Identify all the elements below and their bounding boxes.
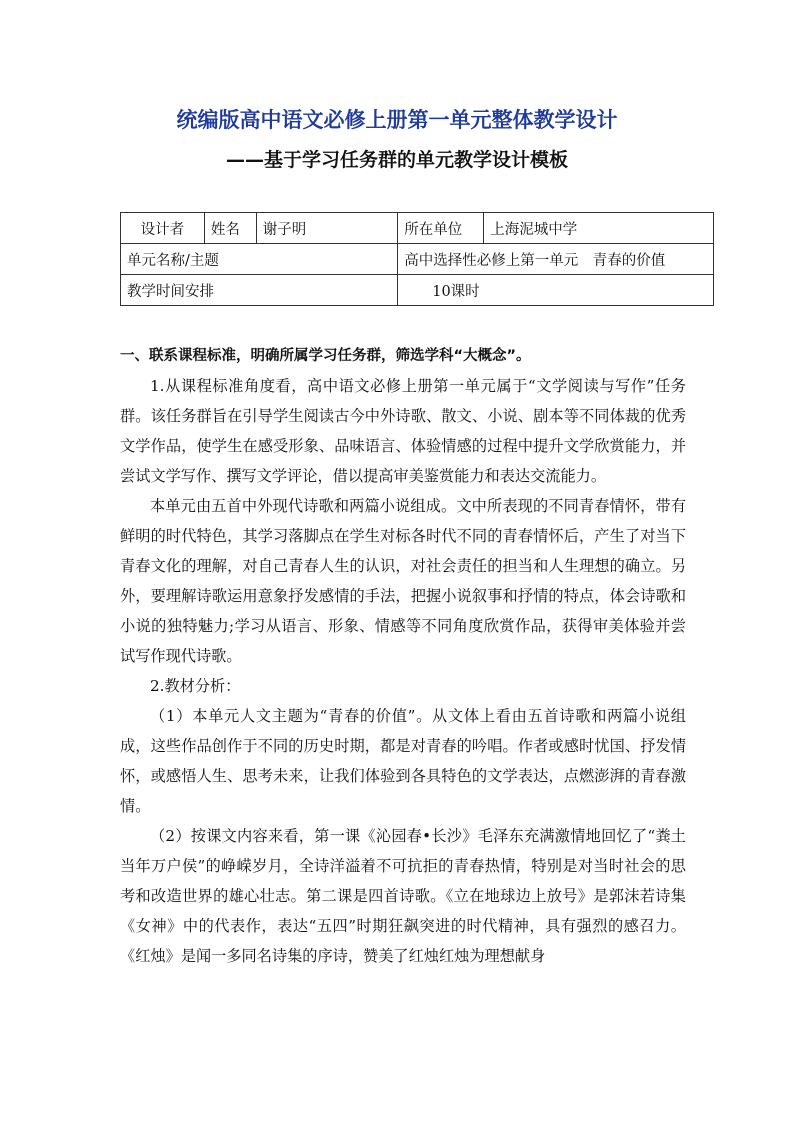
name-value: 谢子明 <box>256 213 397 244</box>
name-label: 姓名 <box>204 213 256 244</box>
unit-org-label: 所在单位 <box>398 213 484 244</box>
schedule-value: 10课时 <box>398 275 714 306</box>
paragraph: 1.从课程标准角度看，高中语文必修上册第一单元属于“文学阅读与写作”任务群。该任务群旨在引导学生阅读古今中外诗歌、散文、小说、剧本等不同体裁的优秀文学作品，使学生在感受形象、品味语言、体验情感的过程中提升文学欣赏能力，并尝试文学写作、撰写文学评论，借以提高审美鉴赏能力和表达交流能力。 <box>120 377 686 485</box>
unit-topic-value: 高中选择性必修上第一单元 青春的价值 <box>398 244 714 275</box>
unit-topic-label: 单元名称/主题 <box>121 244 398 275</box>
unit-org-value: 上海泥城中学 <box>484 213 714 244</box>
paragraph: 本单元由五首中外现代诗歌和两篇小说组成。文中所表现的不同青春情怀，带有鲜明的时代特色，其学习落脚点在学生对标各时代不同的青春情怀后，产生了对当下青春文化的理解，对自己青春人生的认识，对社会责任的担当和人生理想的确立。另外，要理解诗歌运用意象抒发感情的手法，把握小说叙事和抒情的特点，体会诗歌和小说的独特魅力;学习从语言、形象、情感等不同角度欣赏作品，获得审美体验并尝试写作现代诗歌。 <box>120 497 686 665</box>
table-row <box>121 244 714 275</box>
table-row <box>121 275 714 306</box>
info-table <box>120 212 714 306</box>
document-title: 统编版高中语文必修上册第一单元整体教学设计 <box>176 108 618 132</box>
document-body <box>120 341 686 971</box>
designer-label: 设计者 <box>121 213 205 244</box>
paragraph: （2）按课文内容来看，第一课《沁园春•长沙》毛泽东充满激情地回忆了“粪土当年万户侯”的峥嵘岁月，全诗洋溢着不可抗拒的青春热情，特别是对当时社会的思考和改造世界的雄心壮志。第二课是四首诗歌。《立在地球边上放号》是郭沫若诗集《女神》中的代表作，表达“五四”时期狂飙突进的时代精神，具有强烈的感召力。《红烛》是闻一多同名诗集的序诗，赞美了红烛红烛为理想献身 <box>120 827 686 965</box>
schedule-label: 教学时间安排 <box>121 275 398 306</box>
table-row <box>121 213 714 244</box>
paragraph: （1）本单元人文主题为“青春的价值”。从文体上看由五首诗歌和两篇小说组成，这些作品创作于不同的历史时期，都是对青春的吟唱。作者或感时忧国、抒发情怀，或感悟人生、思考未来，让我们体验到各具特色的文学表达，点燃澎湃的青春激情。 <box>120 707 686 815</box>
paragraph: 2.教材分析： <box>150 677 241 695</box>
document-subtitle: ——基于学习任务群的单元教学设计模板 <box>225 149 568 171</box>
section-heading: 一、联系课程标准，明确所属学习任务群，筛选学科“大概念”。 <box>120 348 531 364</box>
